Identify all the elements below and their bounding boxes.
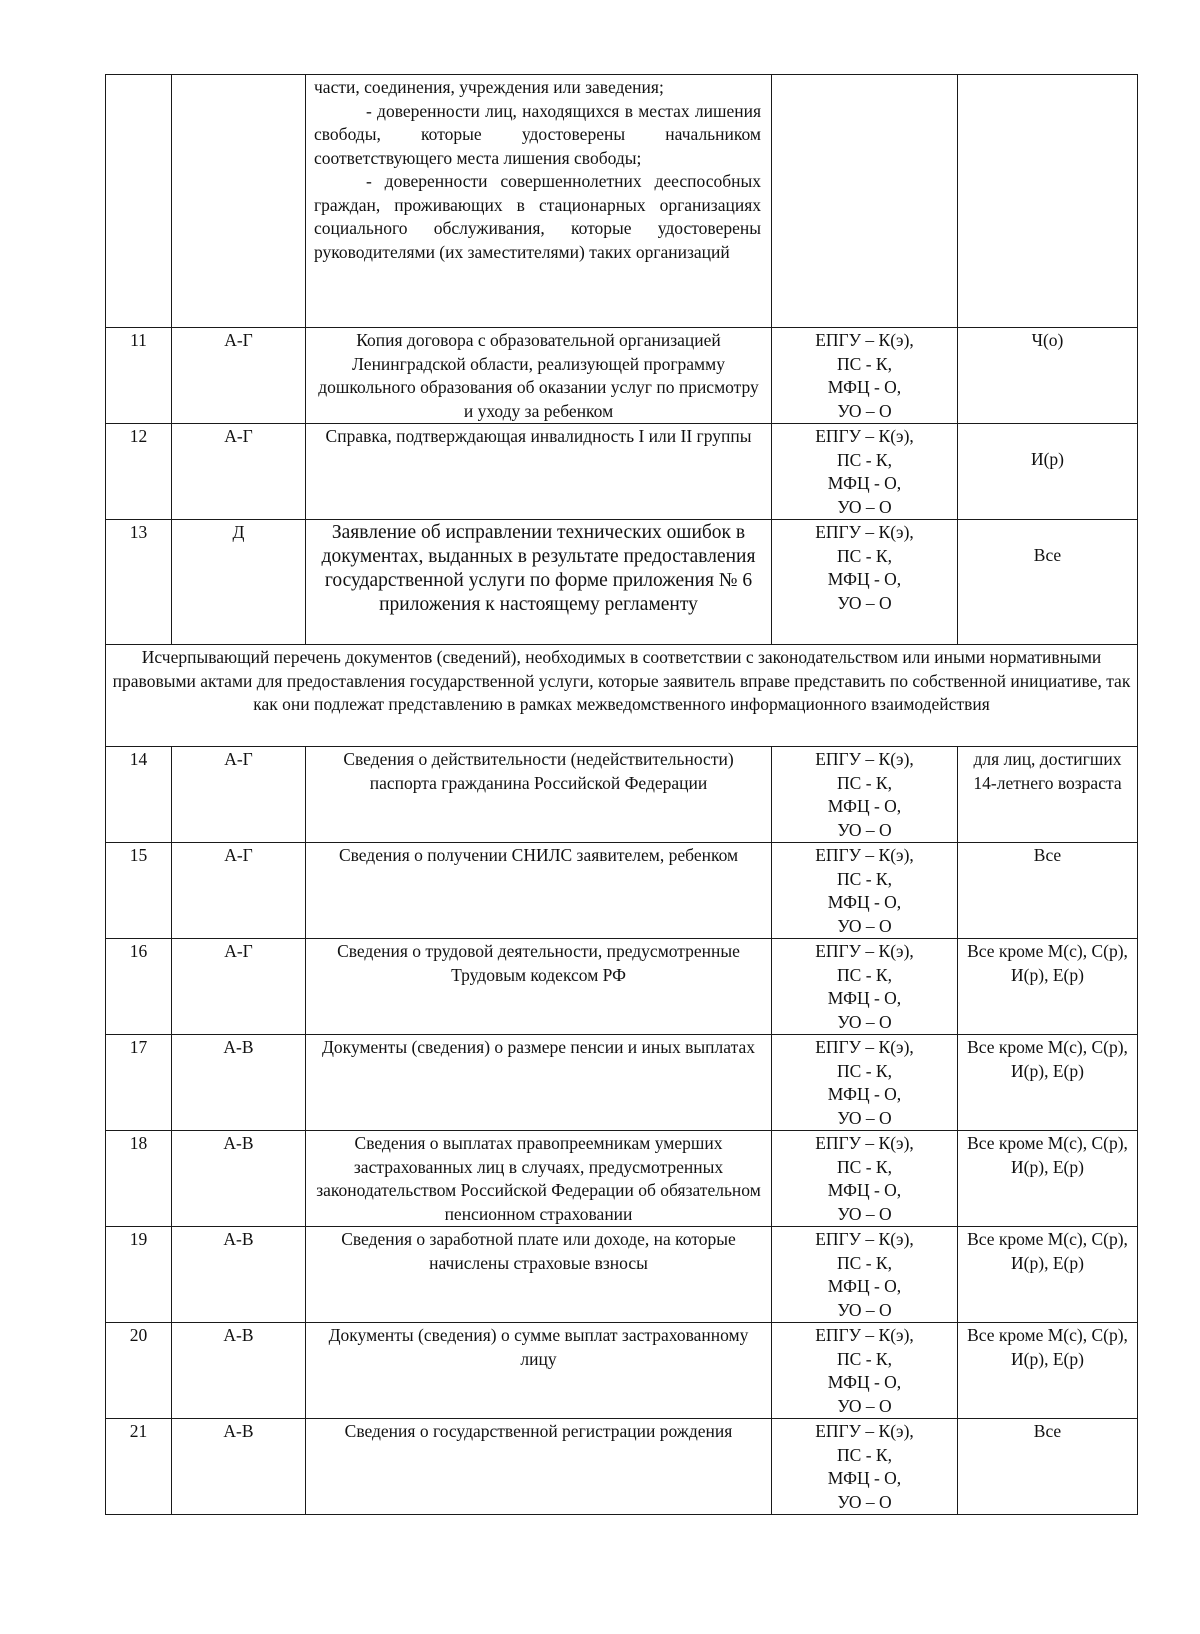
row-category [172, 75, 306, 328]
row-applicants [958, 75, 1138, 328]
row-applicants: Все кроме М(с), С(р), И(р), Е(р) [958, 1323, 1138, 1419]
channel-line: МФЦ - О, [827, 1468, 902, 1488]
channel-line: ЕПГУ – К(э), [815, 845, 914, 865]
row-number: 16 [106, 939, 172, 1035]
channel-line: ПС - К, [837, 449, 892, 470]
channel-line: ЕПГУ – К(э), [815, 1229, 914, 1249]
section-row [106, 645, 1138, 747]
row-channels [772, 939, 958, 1035]
channel-line: УО – О [837, 496, 892, 517]
row-description: Сведения о действительности (недействительности) паспорта гражданина Российской Федерации [306, 747, 772, 843]
row-category: А-Г [172, 843, 306, 939]
channel-line: ПС - К, [837, 1060, 892, 1081]
row-number: 21 [106, 1419, 172, 1515]
channel-line: ПС - К, [837, 1252, 892, 1273]
row-channels [772, 1323, 958, 1419]
row-description: Сведения о трудовой деятельности, предусмотренные Трудовым кодексом РФ [306, 939, 772, 1035]
row-category: А-Г [172, 424, 306, 520]
section-heading: Исчерпывающий перечень документов (сведений), необходимых в соответствии с законодательством или иными нормативными правовыми актами для предоставления государственной услуги, которые заявитель вправе представить по собственной инициативе, так как они подлежат представлению в рамках межведомственного информационного взаимодействия [106, 645, 1138, 747]
row-category: А-В [172, 1419, 306, 1515]
row-number: 20 [106, 1323, 172, 1419]
table-row [106, 424, 1138, 520]
row-number: 12 [106, 424, 172, 520]
row-channels [772, 328, 958, 424]
row-category: А-В [172, 1131, 306, 1227]
documents-table [105, 74, 1138, 1515]
channel-line: ЕПГУ – К(э), [815, 426, 914, 446]
channel-line: МФЦ - О, [827, 1276, 902, 1296]
row-applicants: Все кроме М(с), С(р), И(р), Е(р) [958, 939, 1138, 1035]
table-row [106, 1419, 1138, 1515]
channel-line: МФЦ - О, [827, 473, 902, 493]
channel-line: ЕПГУ – К(э), [815, 330, 914, 350]
row-number: 15 [106, 843, 172, 939]
table-row [106, 939, 1138, 1035]
row-description: Сведения о выплатах правопреемникам умерших застрахованных лиц в случаях, предусмотренных законодательством Российской Федерации об обязательном пенсионном страховании [306, 1131, 772, 1227]
row-description [306, 75, 772, 328]
row-number: 14 [106, 747, 172, 843]
channel-line: УО – О [837, 1107, 892, 1128]
channel-line: ПС - К, [837, 1444, 892, 1465]
row-channels [772, 1227, 958, 1323]
table-row [106, 1323, 1138, 1419]
channel-line: ПС - К, [837, 772, 892, 793]
row-category: А-В [172, 1227, 306, 1323]
row-description: Документы (сведения) о сумме выплат застрахованному лицу [306, 1323, 772, 1419]
row-applicants: для лиц, достигших 14-летнего возраста [958, 747, 1138, 843]
row-category: А-Г [172, 939, 306, 1035]
row-number: 19 [106, 1227, 172, 1323]
channel-line: ПС - К, [837, 868, 892, 889]
channel-line: ПС - К, [837, 545, 892, 566]
row-number: 11 [106, 328, 172, 424]
channel-line: ПС - К, [837, 1156, 892, 1177]
row-applicants: Все [958, 843, 1138, 939]
channel-line: УО – О [837, 592, 892, 613]
channel-line: ЕПГУ – К(э), [815, 749, 914, 769]
description-paragraph: - доверенности совершеннолетних дееспособных граждан, проживающих в стационарных организациях социального обслуживания, которые удостоверены руководителями (их заместителями) таких организаций [314, 171, 761, 262]
row-category: А-В [172, 1323, 306, 1419]
row-applicants: Все кроме М(с), С(р), И(р), Е(р) [958, 1035, 1138, 1131]
channel-line: УО – О [837, 1011, 892, 1032]
channel-line: УО – О [837, 1395, 892, 1416]
channel-line: УО – О [837, 915, 892, 936]
row-channels [772, 424, 958, 520]
row-description: Справка, подтверждающая инвалидность I или II группы [306, 424, 772, 520]
row-description: Сведения о заработной плате или доходе, на которые начислены страховые взносы [306, 1227, 772, 1323]
row-description: Сведения о государственной регистрации рождения [306, 1419, 772, 1515]
channel-line: МФЦ - О, [827, 988, 902, 1008]
channel-line: МФЦ - О, [827, 569, 902, 589]
channel-line: МФЦ - О, [827, 892, 902, 912]
row-applicants: И(р) [958, 424, 1138, 520]
channel-line: УО – О [837, 1491, 892, 1512]
row-applicants: Все кроме М(с), С(р), И(р), Е(р) [958, 1227, 1138, 1323]
row-channels [772, 1131, 958, 1227]
row-number: 17 [106, 1035, 172, 1131]
table-row [106, 328, 1138, 424]
row-category: А-В [172, 1035, 306, 1131]
channel-line: МФЦ - О, [827, 1084, 902, 1104]
row-channels [772, 75, 958, 328]
channel-line: УО – О [837, 819, 892, 840]
row-category: А-Г [172, 747, 306, 843]
channel-line: УО – О [837, 1203, 892, 1224]
channel-line: МФЦ - О, [827, 1372, 902, 1392]
row-description: Копия договора с образовательной организацией Ленинградской области, реализующей программу дошкольного образования об оказании услуг по присмотру и уходу за ребенком [306, 328, 772, 424]
channel-line: ЕПГУ – К(э), [815, 1133, 914, 1153]
table-row [106, 75, 1138, 328]
row-applicants: Ч(о) [958, 328, 1138, 424]
channel-line: МФЦ - О, [827, 796, 902, 816]
row-applicants: Все [958, 1419, 1138, 1515]
channel-line: ПС - К, [837, 964, 892, 985]
channel-line: МФЦ - О, [827, 1180, 902, 1200]
row-description: Заявление об исправлении технических ошибок в документах, выданных в результате предоставления государственной услуги по форме приложения № 6 приложения к настоящему регламенту [306, 520, 772, 645]
row-description: Сведения о получении СНИЛС заявителем, ребенком [306, 843, 772, 939]
row-number: 18 [106, 1131, 172, 1227]
channel-line: УО – О [837, 1299, 892, 1320]
row-category: А-Г [172, 328, 306, 424]
row-number [106, 75, 172, 328]
channel-line: ЕПГУ – К(э), [815, 1421, 914, 1441]
channel-line: ЕПГУ – К(э), [815, 941, 914, 961]
row-channels [772, 1419, 958, 1515]
table-row [106, 843, 1138, 939]
channel-line: ЕПГУ – К(э), [815, 1037, 914, 1057]
row-channels [772, 1035, 958, 1131]
row-category: Д [172, 520, 306, 645]
description-paragraph: - доверенности лиц, находящихся в местах лишения свободы, которые удостоверены начальником соответствующего места лишения свободы; [314, 100, 761, 168]
channel-line: УО – О [837, 400, 892, 421]
row-description: Документы (сведения) о размере пенсии и иных выплатах [306, 1035, 772, 1131]
row-number: 13 [106, 520, 172, 645]
row-applicants: Все кроме М(с), С(р), И(р), Е(р) [958, 1131, 1138, 1227]
row-channels [772, 520, 958, 645]
description-paragraph: части, соединения, учреждения или заведения; [314, 77, 664, 97]
channel-line: ЕПГУ – К(э), [815, 522, 914, 542]
row-channels [772, 843, 958, 939]
table-row [106, 747, 1138, 843]
table-row [106, 1131, 1138, 1227]
channel-line: МФЦ - О, [827, 377, 902, 397]
channel-line: ЕПГУ – К(э), [815, 1325, 914, 1345]
table-row [106, 1035, 1138, 1131]
table-row [106, 1227, 1138, 1323]
channel-line: ПС - К, [837, 1348, 892, 1369]
row-channels [772, 747, 958, 843]
table-row [106, 520, 1138, 645]
row-applicants: Все [958, 520, 1138, 645]
channel-line: ПС - К, [837, 353, 892, 374]
